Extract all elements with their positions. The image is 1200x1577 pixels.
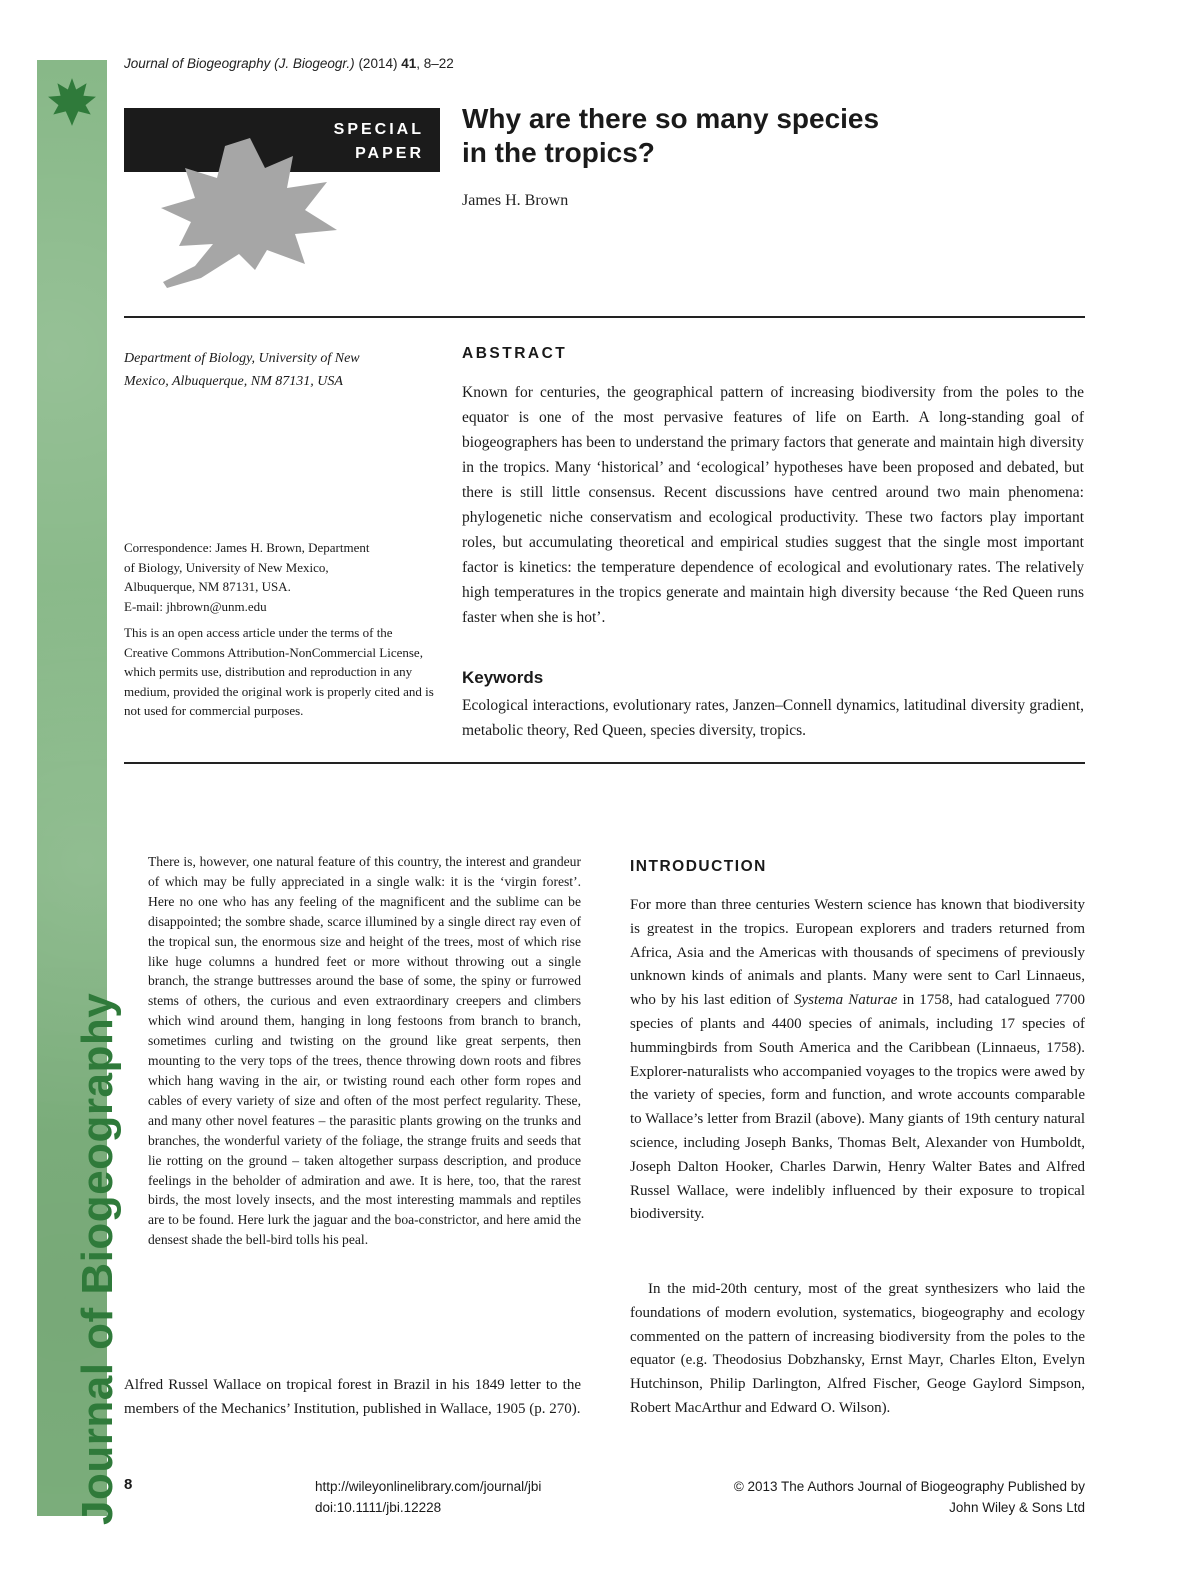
citation-volume: 41 [401, 56, 417, 71]
quote-attribution: Alfred Russel Wallace on tropical forest in Brazil in his 1849 letter to the members of the Mechanics’ Institution, published in Wallace, 1905 (p. 270). [124, 1377, 581, 1417]
citation-pages: , 8–22 [416, 56, 454, 71]
sidebar-journal-title: Journal of Biogeography [73, 992, 122, 1525]
maple-leaf-icon [155, 138, 345, 288]
title-line-2: in the tropics? [462, 137, 655, 168]
citation-abbrev: (J. Biogeogr.) [274, 56, 355, 71]
citation-year: (2014) [358, 56, 398, 71]
intro-p1-part-b: in 1758, had catalogued 7700 species of plants and 4400 species of animals, including 17 species of hummingbirds from South America and the Caribbean (Linnaeus, 1758). Explorer-naturalists who accompanied voyages to the tropics were awed by the variety of species, form and function, and wrote accounts comparable to Wallace’s letter from Brazil (above). Many giants of 19th century natural science, including Joseph Banks, Thomas Belt, Alexander von Humboldt, Joseph Dalton Hooker, Charles Darwin, Henry Walter Bates and Alfred Russel Wallace, were indelibly influenced by their exposure to tropical biodiversity. [630, 992, 1086, 1223]
copyright-line-1: © 2013 The Authors Journal of Biogeography Published by [733, 1479, 1085, 1494]
intro-p1-part-a: For more than three centuries Western science has known that biodiversity is greatest in the tropics. European explorers and traders returned from Africa, Asia and the Americas with thousands of specimens of previously unknown kinds of animals and plants. Many were sent to Carl Linnaeus, who by his last edition of [630, 897, 1085, 1009]
article-author: James H. Brown [462, 192, 569, 209]
correspondence-email: E-mail: jhbrown@unm.edu [124, 598, 267, 614]
copyright-notice [734, 1476, 1085, 1518]
title-line-1: Why are there so many species [462, 103, 880, 134]
correspondence-line-3: Albuquerque, NM 87131, USA. [124, 579, 291, 594]
journal-url-link[interactable]: http://wileyonlinelibrary.com/journal/jbi [315, 1479, 542, 1494]
citation-journal: Journal of Biogeography [124, 56, 271, 71]
copyright-line-2: John Wiley & Sons Ltd [949, 1500, 1085, 1515]
correspondence-line-1: Correspondence: James H. Brown, Department [124, 540, 370, 555]
affiliation-line-1: Department of Biology, University of New [124, 351, 360, 366]
special-paper-label [334, 118, 424, 166]
page-number: 8 [124, 1476, 133, 1493]
keywords-heading: Keywords [462, 668, 544, 687]
wallace-quote: There is, however, one natural feature of this country, the interest and grandeur of which may be fully appreciated in a single walk: it is the ‘virgin forest’. Here no one who has any feeling of the magnificent and the sublime can be disappointed; the sombre shade, scarce illumined by a single direct ray even of the tropical sun, the enormous size and height of the trees, most of which rise like huge columns a hundred feet or more without throwing out a single branch, the strange buttresses around the base of some, the spiny or furrowed stems of others, the curious and even extraordinary creepers and climbers which wind around them, hanging in long festoons from branch to branch, sometimes curling and twisting on the ground like great serpents, then mounting to the very tops of the trees, thence throwing down roots and fibres which hang waving in the air, or twisting round each other form ropes and cables of every variety of size and often of the most perfect regularity. These, and many other novel features – the parasitic plants growing on the trunks and branches, the wonderful variety of the foliage, the strange fruits and seeds that lie rotting on the ground – taken altogether surpass description, and produce feelings in the beholder of admiration and awe. It is here, too, that the rarest birds, the most lovely insects, and the most interesting mammals and reptiles are to be found. Here lurk the jaguar and the boa-constrictor, and here amid the densest shade the bell-bird tolls his peal. [148, 854, 581, 1248]
affiliation-line-2: Mexico, Albuquerque, NM 87131, USA [124, 374, 343, 389]
introduction-paragraph-2: In the mid-20th century, most of the great synthesizers who laid the foundations of modern evolution, systematics, biogeography and ecology commented on the pattern of increasing biodiversity from the poles to the equator (e.g. Theodosius Dobzhansky, Ernst Mayr, Charles Elton, Evelyn Hutchinson, Philip Darlington, Alfred Fischer, Geoge Gaylord Simpson, Robert MacArthur and Edward O. Wilson). [630, 1281, 1085, 1416]
correspondence-line-2: of Biology, University of New Mexico, [124, 559, 329, 575]
correspondence-info [124, 538, 436, 616]
abstract-divider [124, 762, 1085, 764]
abstract-heading: ABSTRACT [462, 345, 568, 362]
intro-p1-italic: Systema Naturae [793, 992, 898, 1009]
leaf-logo-icon [46, 76, 98, 128]
journal-citation [124, 56, 454, 71]
keywords-text: Ecological interactions, evolutionary rates, Janzen–Connell dynamics, latitudinal diversity gradient, metabolic theory, Red Queen, species diversity, tropics. [462, 697, 1084, 739]
doi-link[interactable]: doi:10.1111/jbi.12228 [315, 1500, 442, 1515]
footer-links [315, 1476, 541, 1518]
journal-sidebar [37, 60, 122, 1525]
special-line-1: SPECIAL [333, 121, 424, 138]
introduction-heading: INTRODUCTION [630, 858, 767, 875]
author-affiliation [124, 347, 424, 393]
article-title [462, 102, 1082, 170]
open-access-notice: This is an open access article under the terms of the Creative Commons Attribution-NonCommercial License, which permits use, distribution and reproduction in any medium, provided the original work is properly cited and is not used for commercial purposes. [124, 625, 434, 718]
top-divider [124, 316, 1085, 318]
special-line-2: PAPER [355, 145, 424, 162]
abstract-text: Known for centuries, the geographical pattern of increasing biodiversity from the poles to the equator is one of the most pervasive features of life on Earth. A long-standing goal of biogeographers has been to understand the primary factors that generate and maintain high diversity in the tropics. Many ‘historical’ and ‘ecological’ hypotheses have been proposed and debated, but there is still little consensus. Recent discussions have centred around two main phenomena: phylogenetic niche conservatism and ecological productivity. These two factors play important roles, but accumulating theoretical and empirical studies suggest that the single most important factor is kinetics: the temperature dependence of ecological and evolutionary rates. The relatively high temperatures in the tropics generate and maintain high diversity because ‘the Red Queen runs faster when she is hot’. [462, 384, 1084, 626]
introduction-paragraph-1 [630, 894, 1085, 1227]
